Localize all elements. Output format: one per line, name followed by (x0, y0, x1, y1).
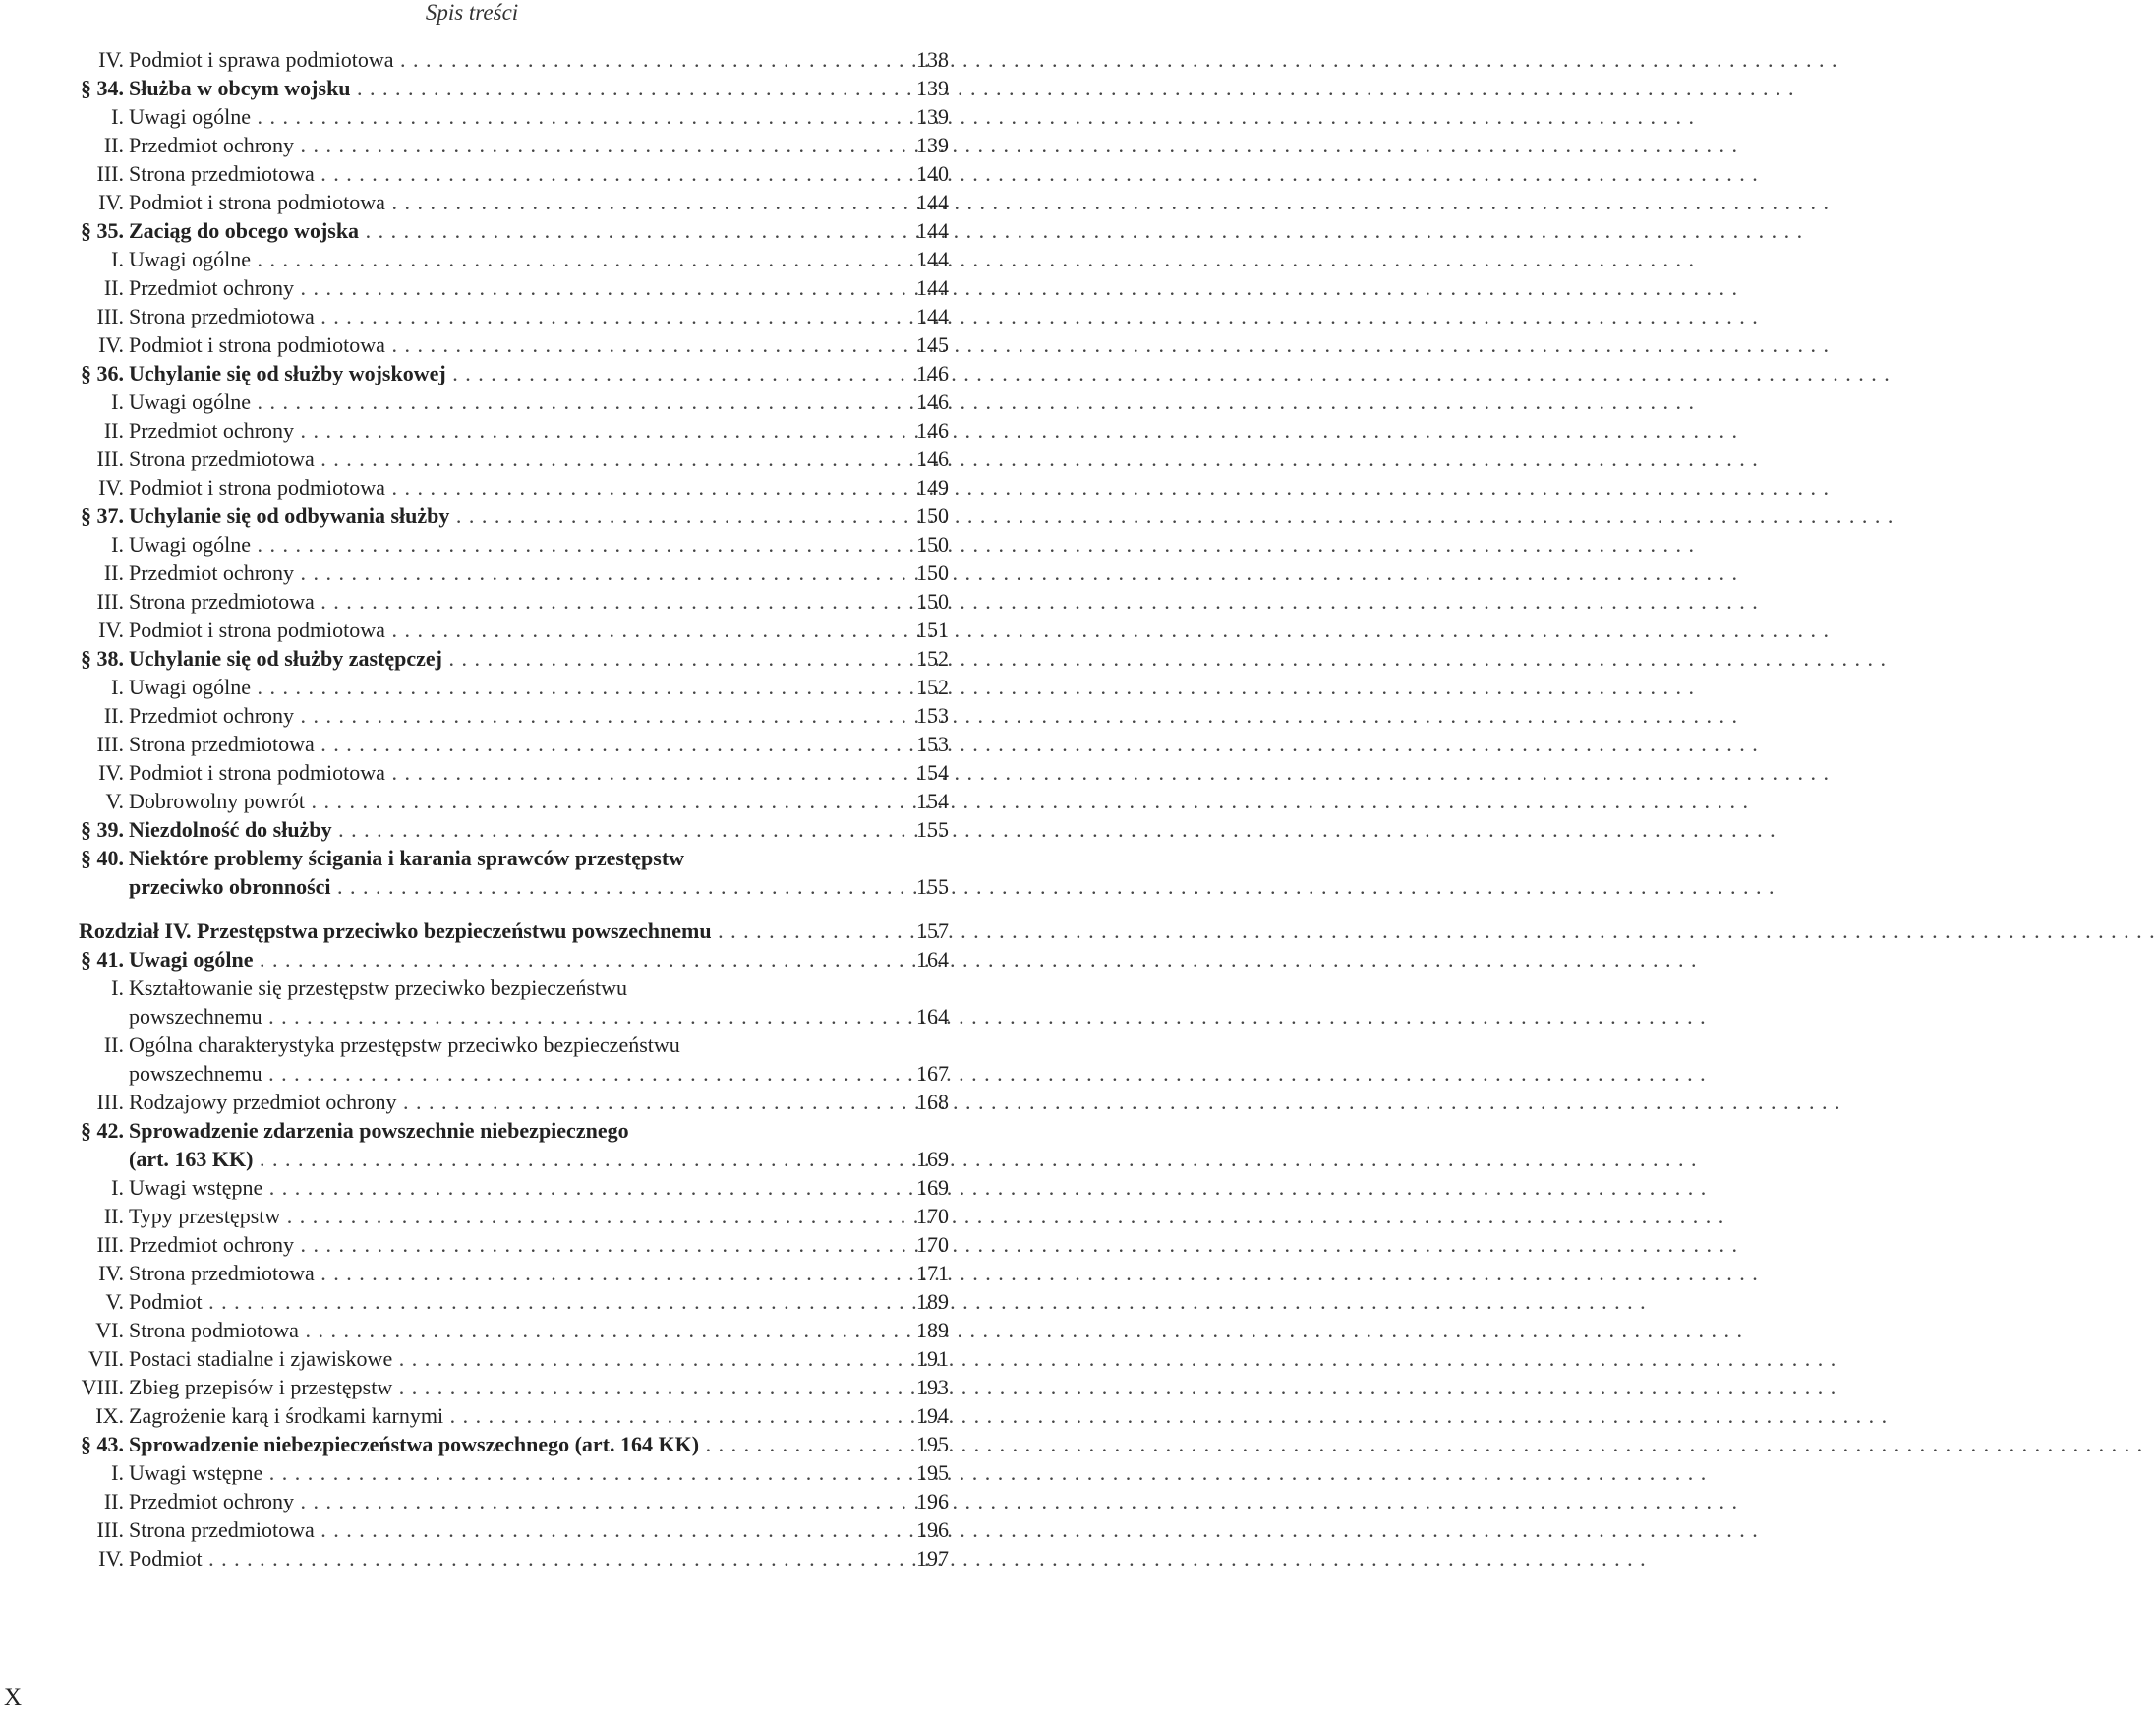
toc-subsection-entry[interactable] (79, 416, 949, 444)
toc-entry-title (129, 1458, 871, 1487)
toc-page-number: 145 (916, 332, 949, 357)
toc-entry-number: III. (96, 589, 124, 614)
toc-entry-number: III. (96, 304, 124, 328)
toc-page-number: 196 (916, 1517, 949, 1542)
toc-title-line: Niezdolność do służby . . . (129, 815, 871, 844)
toc-page-number: 146 (916, 418, 949, 443)
toc-title-line: Typy przestępstw . . . (129, 1202, 871, 1230)
toc-title-line: Podmiot . . . (129, 1287, 871, 1316)
toc-page-number: 144 (916, 247, 949, 271)
toc-title-line: Uwagi ogólne . . . (129, 673, 871, 701)
toc-page-number: 139 (916, 133, 949, 157)
toc-entry-title (129, 1544, 871, 1572)
toc-entry-title (129, 1202, 871, 1230)
toc-entry-number: IV. (98, 1261, 124, 1285)
toc-page-number: 167 (916, 1061, 949, 1086)
toc-title-line: Przedmiot ochrony . . . (129, 416, 871, 444)
toc-entry-number: § 41. (81, 947, 124, 972)
toc-entry-title (129, 1259, 871, 1287)
toc-page-number: 155 (916, 874, 949, 899)
toc-entry-title (129, 974, 871, 1031)
toc-entry-number: IV. (98, 1546, 124, 1570)
toc-page-number: 146 (916, 361, 949, 385)
toc-entry-number: III. (96, 161, 124, 186)
toc-title-line: Strona przedmiotowa . . . (129, 730, 871, 758)
toc-entry-number: II. (103, 1489, 124, 1513)
toc-entry-title (129, 102, 871, 131)
toc-subsection-entry[interactable] (79, 444, 949, 473)
toc-entry-number: § 40. (81, 846, 124, 870)
toc-entry-number: IV. (98, 332, 124, 357)
toc-entry-title (129, 587, 871, 616)
toc-page-number: 139 (916, 76, 949, 100)
toc-entry-title (129, 844, 871, 901)
toc-entry-number: I. (111, 247, 124, 271)
toc-title-line: Podmiot i strona podmiotowa . . . (129, 330, 871, 359)
toc-title-line-continued: powszechnemu . . . (129, 1059, 871, 1088)
toc-title-line: Podmiot i strona podmiotowa . . . (129, 473, 871, 502)
toc-entry-title (129, 416, 871, 444)
toc-entry-title (129, 673, 871, 701)
toc-entry-title (129, 1373, 871, 1401)
toc-title-line-continued: (art. 163 KK) . . . (129, 1145, 871, 1173)
toc-page-number: 139 (916, 104, 949, 129)
toc-entry-number: II. (103, 133, 124, 157)
toc-entry-number: V. (105, 789, 124, 813)
toc-entry-title (129, 502, 871, 530)
toc-title-line: Uwagi wstępne . . . (129, 1458, 871, 1487)
toc-page-number: 150 (916, 589, 949, 614)
toc-page-number: 171 (916, 1261, 949, 1285)
toc-entry-number: IV. (98, 475, 124, 500)
toc-title-line: Zagrożenie karą i środkami karnymi . . . (129, 1401, 871, 1430)
toc-entry-number: III. (96, 1232, 124, 1257)
running-header: Spis treści (425, 0, 519, 25)
toc-entry-number: VII. (87, 1346, 124, 1371)
toc-subsection-entry[interactable] (79, 1401, 949, 1430)
toc-entry-number: II. (103, 703, 124, 728)
toc-entry-number: I. (111, 675, 124, 699)
toc-entry-title (129, 45, 871, 74)
toc-title-line: Uwagi wstępne . . . (129, 1173, 871, 1202)
toc-entry-number: II. (103, 1033, 124, 1057)
toc-subsection-entry[interactable] (79, 102, 949, 131)
toc-title-line: Podmiot i sprawa podmiotowa . . . (129, 45, 871, 74)
toc-page-number: 193 (916, 1375, 949, 1399)
toc-entry-number: § 34. (81, 76, 124, 100)
toc-subsection-entry[interactable] (79, 131, 949, 159)
toc-page-number: 196 (916, 1489, 949, 1513)
toc-entry-number: III. (96, 732, 124, 756)
toc-subsection-entry[interactable] (79, 787, 949, 815)
toc-entry-number: I. (111, 532, 124, 557)
toc-page-number: 146 (916, 446, 949, 471)
toc-title-line: Uchylanie się od odbywania służby . . . (129, 502, 871, 530)
toc-page-number: 146 (916, 389, 949, 414)
toc-entry-title (129, 1116, 871, 1173)
toc-subsection-entry[interactable] (79, 1487, 949, 1515)
toc-entry-title (129, 302, 871, 330)
toc-entry-title (129, 1487, 871, 1515)
toc-page-number: 169 (916, 1147, 949, 1171)
toc-page-number: 144 (916, 190, 949, 214)
toc-entry-title (129, 1031, 871, 1088)
toc-subsection-entry[interactable] (79, 1202, 949, 1230)
toc-page-number: 153 (916, 732, 949, 756)
toc-entry-number: § 43. (81, 1432, 124, 1456)
toc-page-number: 144 (916, 304, 949, 328)
toc-title-line: Zaciąg do obcego wojska . . . (129, 216, 871, 245)
toc-page-number: 169 (916, 1175, 949, 1200)
toc-subsection-entry[interactable] (79, 730, 949, 758)
toc-title-line: Strona przedmiotowa . . . (129, 159, 871, 188)
toc-subsection-entry[interactable] (79, 45, 949, 74)
toc-title-line: Służba w obcym wojsku . . . (129, 74, 871, 102)
toc-entry-title (129, 330, 871, 359)
toc-subsection-entry[interactable] (79, 758, 949, 787)
toc-entry-title (129, 216, 871, 245)
toc-subsection-entry[interactable] (79, 1544, 949, 1572)
toc-page-number: 155 (916, 817, 949, 842)
toc-entry-number: II. (103, 561, 124, 585)
toc-section-entry[interactable] (79, 216, 949, 245)
toc-entry-title (129, 787, 871, 815)
toc-entry-number: I. (111, 389, 124, 414)
toc-subsection-entry[interactable] (79, 1316, 949, 1344)
toc-title-line: Przedmiot ochrony . . . (129, 559, 871, 587)
toc-title-line: Sprowadzenie niebezpieczeństwa powszechnego (art. 164 KK) . . . (129, 1430, 871, 1458)
toc-entry-number: § 42. (81, 1118, 124, 1143)
toc-entry-title (129, 1173, 871, 1202)
toc-subsection-entry[interactable] (79, 974, 949, 1031)
toc-title-line: Ogólna charakterystyka przestępstw przeciwko bezpieczeństwu (129, 1033, 680, 1057)
toc-chapter-entry[interactable] (79, 917, 949, 945)
toc-entry-title (129, 159, 871, 188)
toc-subsection-entry[interactable] (79, 1088, 949, 1116)
toc-entry-number: III. (96, 1090, 124, 1114)
toc-subsection-entry[interactable] (79, 273, 949, 302)
toc-entry-number: VI. (95, 1318, 124, 1342)
toc-subsection-entry[interactable] (79, 473, 949, 502)
toc-page-number: 191 (916, 1346, 949, 1371)
toc-section-entry[interactable] (79, 945, 949, 974)
toc-entry-number: § 39. (81, 817, 124, 842)
toc-entry-number: I. (111, 104, 124, 129)
toc-section-entry[interactable] (79, 1430, 949, 1458)
toc-entry-title (129, 245, 871, 273)
toc-subsection-entry[interactable] (79, 559, 949, 587)
toc-title-line: Uchylanie się od służby wojskowej . . . (129, 359, 871, 387)
toc-page-number: 149 (916, 475, 949, 500)
toc-title-line: Strona podmiotowa . . . (129, 1316, 871, 1344)
toc-page-number: 170 (916, 1232, 949, 1257)
toc-title-line-continued: przeciwko obronności . . . (129, 872, 871, 901)
toc-entry-number: II. (103, 275, 124, 300)
toc-subsection-entry[interactable] (79, 245, 949, 273)
toc-entry-number: IV. (98, 760, 124, 785)
toc-entry-title (129, 1344, 871, 1373)
toc-page-number: 194 (916, 1403, 949, 1428)
toc-entry-number: IV. (98, 618, 124, 642)
toc-title-line: Uwagi ogólne . . . (129, 245, 871, 273)
toc-page-number: 197 (916, 1546, 949, 1570)
toc-title-line: Uwagi ogólne . . . (129, 945, 871, 974)
toc-section-entry[interactable] (79, 502, 949, 530)
toc-subsection-entry[interactable] (79, 1344, 949, 1373)
toc-entry-title (129, 758, 871, 787)
toc-entry-number: II. (103, 418, 124, 443)
toc-subsection-entry[interactable] (79, 188, 949, 216)
toc-entry-number: § 35. (81, 218, 124, 243)
toc-entry-title (79, 917, 871, 945)
toc-subsection-entry[interactable] (79, 330, 949, 359)
toc-page-number: 154 (916, 789, 949, 813)
toc-page-number: 144 (916, 275, 949, 300)
toc-subsection-entry[interactable] (79, 1458, 949, 1487)
toc-entry-number: V. (105, 1289, 124, 1314)
toc-entry-title (129, 473, 871, 502)
toc-subsection-entry[interactable] (79, 701, 949, 730)
toc-entry-title (129, 1401, 871, 1430)
toc-page-number: 154 (916, 760, 949, 785)
toc-title-line: Przedmiot ochrony . . . (129, 273, 871, 302)
toc-title-line: Uwagi ogólne . . . (129, 387, 871, 416)
toc-title-line: Rozdział IV. Przestępstwa przeciwko bezpieczeństwu powszechnemu . . . (79, 917, 871, 945)
toc-entry-title (129, 701, 871, 730)
toc-entry-number: III. (96, 446, 124, 471)
toc-subsection-entry[interactable] (79, 302, 949, 330)
toc-entry-title (129, 616, 871, 644)
toc-page-number: 150 (916, 532, 949, 557)
toc-section-entry[interactable] (79, 1116, 949, 1173)
toc-entry-title (129, 559, 871, 587)
toc-page-number: 170 (916, 1204, 949, 1228)
toc-section-entry[interactable] (79, 815, 949, 844)
toc-title-line: Rodzajowy przedmiot ochrony . . . (129, 1088, 871, 1116)
toc-entry-number: VIII. (81, 1375, 124, 1399)
toc-title-line: Strona przedmiotowa . . . (129, 587, 871, 616)
toc-entry-number: § 38. (81, 646, 124, 671)
toc-entry-number: II. (103, 1204, 124, 1228)
toc-entry-title (129, 1316, 871, 1344)
toc-title-line: Przedmiot ochrony . . . (129, 1230, 871, 1259)
toc-subsection-entry[interactable] (79, 616, 949, 644)
toc-title-line: Przedmiot ochrony . . . (129, 131, 871, 159)
toc-entry-title (129, 74, 871, 102)
toc-entry-title (129, 1287, 871, 1316)
toc-subsection-entry[interactable] (79, 1515, 949, 1544)
toc-subsection-entry[interactable] (79, 387, 949, 416)
toc-page-number: 195 (916, 1432, 949, 1456)
toc-page-number: 151 (916, 618, 949, 642)
toc-subsection-entry[interactable] (79, 1373, 949, 1401)
toc-page-number: 164 (916, 947, 949, 972)
toc-entry-title (129, 359, 871, 387)
toc-entry-number: IV. (98, 47, 124, 72)
toc-title-line-continued: powszechnemu . . . (129, 1002, 871, 1031)
toc-page-number: 195 (916, 1460, 949, 1485)
toc-page-number: 164 (916, 1004, 949, 1029)
toc-entry-title (129, 1230, 871, 1259)
toc-title-line: Strona przedmiotowa . . . (129, 444, 871, 473)
toc-page-number: 152 (916, 646, 949, 671)
toc-page-number: 168 (916, 1090, 949, 1114)
toc-subsection-entry[interactable] (79, 1031, 949, 1088)
toc-page-number: 153 (916, 703, 949, 728)
toc-title-line: Dobrowolny powrót . . . (129, 787, 871, 815)
toc-subsection-entry[interactable] (79, 587, 949, 616)
toc-title-line: Kształtowanie się przestępstw przeciwko bezpieczeństwu (129, 976, 628, 1000)
toc-entry-title (129, 273, 871, 302)
toc-page-number: 189 (916, 1289, 949, 1314)
toc-page-number: 152 (916, 675, 949, 699)
toc-entry-title (129, 188, 871, 216)
toc-entry-number: § 37. (81, 503, 124, 528)
toc-section-entry[interactable] (79, 844, 949, 901)
toc-page-number: 150 (916, 503, 949, 528)
toc-page-number: 140 (916, 161, 949, 186)
toc-entry-number: I. (111, 976, 124, 1000)
toc-title-line: Podmiot i strona podmiotowa . . . (129, 616, 871, 644)
toc-subsection-entry[interactable] (79, 1173, 949, 1202)
toc-title-line: Podmiot i strona podmiotowa . . . (129, 758, 871, 787)
toc-title-line: Strona przedmiotowa . . . (129, 1515, 871, 1544)
toc-entry-title (129, 815, 871, 844)
toc-entry-number: IX. (95, 1403, 124, 1428)
toc-title-line: Podmiot i strona podmiotowa . . . (129, 188, 871, 216)
toc-page-number: 157 (916, 918, 949, 943)
table-of-contents (79, 45, 949, 1572)
toc-entry-title (129, 131, 871, 159)
toc-title-line: Podmiot . . . (129, 1544, 871, 1572)
toc-entry-number: § 36. (81, 361, 124, 385)
toc-title-line: Strona przedmiotowa . . . (129, 1259, 871, 1287)
toc-title-line: Przedmiot ochrony . . . (129, 1487, 871, 1515)
toc-entry-title (129, 1515, 871, 1544)
toc-subsection-entry[interactable] (79, 530, 949, 559)
toc-entry-number: I. (111, 1175, 124, 1200)
toc-entry-number: I. (111, 1460, 124, 1485)
toc-title-line: Sprowadzenie zdarzenia powszechnie niebezpiecznego (129, 1118, 629, 1143)
toc-entry-number: IV. (98, 190, 124, 214)
toc-page-number: 144 (916, 218, 949, 243)
toc-title-line: Uwagi ogólne . . . (129, 530, 871, 559)
toc-entry-title (129, 945, 871, 974)
toc-page-number: 138 (916, 47, 949, 72)
toc-page-number: 189 (916, 1318, 949, 1342)
toc-page-number: 150 (916, 561, 949, 585)
toc-subsection-entry[interactable] (79, 1287, 949, 1316)
toc-entry-title (129, 1430, 871, 1458)
toc-section-entry[interactable] (79, 74, 949, 102)
toc-title-line: Uchylanie się od służby zastępczej . . . (129, 644, 871, 673)
toc-entry-title (129, 387, 871, 416)
toc-title-line: Niektóre problemy ścigania i karania sprawców przestępstw (129, 846, 685, 870)
page-number: X (4, 1685, 23, 1711)
toc-entry-title (129, 1088, 871, 1116)
toc-subsection-entry[interactable] (79, 1230, 949, 1259)
toc-entry-title (129, 444, 871, 473)
toc-entry-title (129, 730, 871, 758)
toc-title-line: Postaci stadialne i zjawiskowe . . . (129, 1344, 871, 1373)
toc-entry-title (129, 644, 871, 673)
toc-subsection-entry[interactable] (79, 673, 949, 701)
toc-section-entry[interactable] (79, 644, 949, 673)
toc-entry-title (129, 530, 871, 559)
toc-subsection-entry[interactable] (79, 1259, 949, 1287)
toc-entry-number: III. (96, 1517, 124, 1542)
toc-title-line: Uwagi ogólne . . . (129, 102, 871, 131)
toc-subsection-entry[interactable] (79, 159, 949, 188)
toc-title-line: Przedmiot ochrony . . . (129, 701, 871, 730)
toc-title-line: Zbieg przepisów i przestępstw . . . (129, 1373, 871, 1401)
toc-title-line: Strona przedmiotowa . . . (129, 302, 871, 330)
toc-section-entry[interactable] (79, 359, 949, 387)
